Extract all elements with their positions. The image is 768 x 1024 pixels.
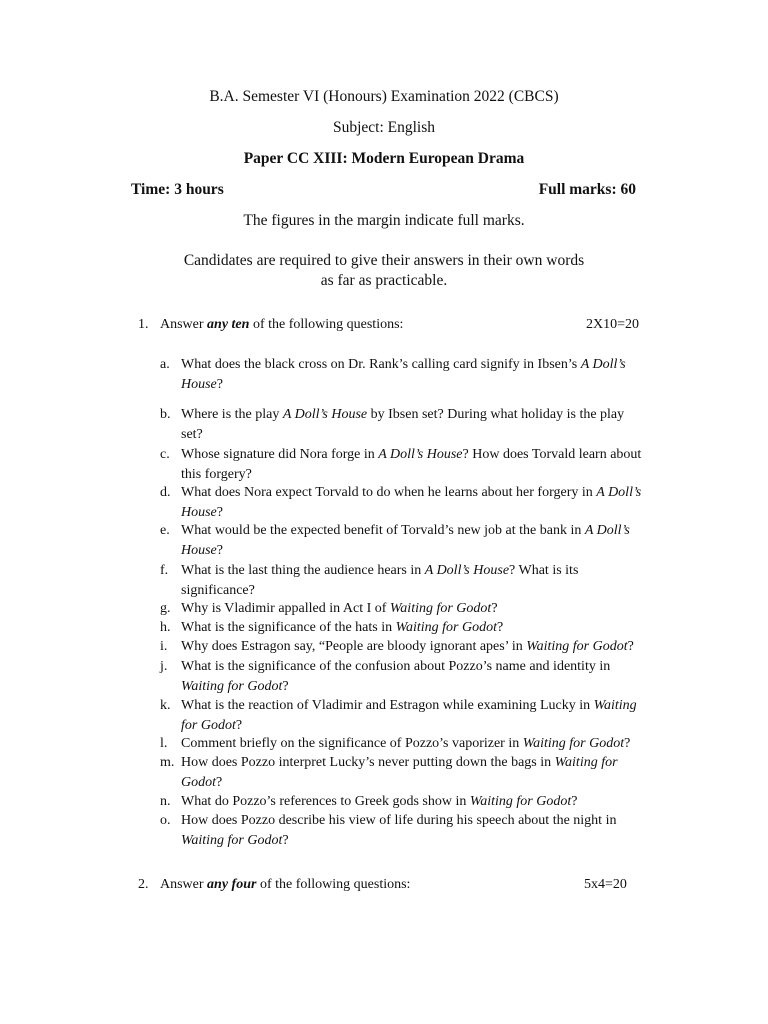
play-title: Waiting for Godot — [389, 601, 492, 616]
sub-question-letter: e. — [160, 523, 170, 538]
play-title: A Doll’s House — [181, 523, 630, 558]
question-text: What is the reaction of Vladimir and Estragon while examining Lucky in — [181, 698, 594, 713]
question-1 — [138, 317, 648, 337]
question-text: ? — [235, 717, 243, 733]
sub-question-letter: o. — [160, 813, 171, 828]
play-title: A Doll’s House — [378, 447, 463, 462]
sub-question-letter: d. — [160, 485, 171, 500]
sub-question-text — [181, 483, 647, 522]
question-text: ? — [282, 678, 289, 694]
question-text: ? What is its significance? — [181, 563, 579, 598]
question-text: What does the black cross on Dr. Rank’s calling card signify in Ibsen’s — [181, 357, 581, 372]
question-text: What do Pozzo’s references to Greek gods show in — [181, 794, 470, 809]
question-text: ? — [624, 736, 631, 751]
sub-question-letter: k. — [160, 698, 171, 713]
question-text: Why does Estragon say, “People are bloody ignorant apes’ in — [181, 639, 527, 654]
sub-question-letter: j. — [160, 659, 168, 674]
sub-question-letter: l. — [160, 736, 168, 751]
question-text: ? How does Torvald learn about this forgery? — [181, 447, 642, 482]
question-text: Comment briefly on the significance of Pozzo’s vaporizer in — [181, 736, 523, 751]
play-title: A Doll’s House — [282, 407, 368, 422]
play-title: Waiting for Godot — [522, 736, 625, 751]
sub-question-text — [181, 734, 647, 754]
question-text: ? — [216, 376, 223, 392]
question-text: ? — [216, 504, 223, 520]
sub-question-letter: h. — [160, 620, 171, 635]
sub-question-letter: a. — [160, 357, 170, 372]
play-title: A Doll’s House — [181, 485, 642, 520]
question-text: What is the significance of the confusion about Pozzo’s name and identity in — [181, 659, 611, 674]
subject-line: Subject: English — [332, 119, 436, 136]
question-number: 2. — [138, 877, 149, 892]
question-text: Whose signature did Nora forge in — [181, 447, 379, 462]
question-marks: 5x4=20 — [584, 877, 627, 892]
question-text: ? — [216, 774, 223, 790]
question-text: What would be the expected benefit of Torvald’s new job at the bank in — [181, 523, 585, 538]
play-title: Waiting for Godot — [181, 755, 618, 790]
sub-question-text — [181, 637, 647, 657]
question-text: ? — [627, 639, 634, 654]
play-title: Waiting for Godot — [395, 620, 497, 635]
sub-question-text — [181, 521, 647, 560]
question-instruction: Answer any ten of the following questions: — [160, 317, 404, 332]
sub-question-letter: f. — [160, 563, 169, 578]
full-marks-label: Full marks: 60 — [538, 181, 636, 198]
question-marks: 2X10=20 — [586, 317, 640, 332]
sub-question-text — [181, 811, 647, 850]
sub-question-letter: m. — [160, 755, 175, 770]
question-text: What does Nora expect Torvald to do when he learns about her forgery in — [181, 485, 597, 500]
question-text: by Ibsen set? During what holiday is the play set? — [181, 407, 625, 442]
play-title: Waiting for Godot — [469, 794, 572, 809]
question-text: How does Pozzo interpret Lucky’s never putting down the bags in — [181, 755, 555, 770]
play-title: Waiting for Godot — [181, 832, 283, 848]
question-text: ? — [571, 794, 578, 809]
sub-question-text — [181, 561, 647, 600]
instructions-line-2: as far as practicable. — [320, 272, 448, 289]
instructions — [0, 251, 768, 291]
play-title: A Doll’s House — [181, 357, 626, 392]
play-title: Waiting for Godot — [181, 698, 637, 733]
instructions-line-1: Candidates are required to give their answers in their own words — [183, 252, 585, 269]
exam-title: B.A. Semester VI (Honours) Examination 2022 (CBCS) — [209, 88, 559, 105]
time-label: Time: 3 hours — [131, 181, 224, 198]
question-text: What is the significance of the hats in — [181, 620, 396, 635]
sub-question-text — [181, 618, 647, 638]
question-text: What is the last thing the audience hears in — [181, 563, 425, 578]
sub-question-text — [181, 792, 647, 812]
sub-question-letter: i. — [160, 639, 168, 654]
sub-question-text — [181, 355, 647, 394]
question-text: ? — [491, 601, 498, 616]
play-title: Waiting for Godot — [181, 678, 283, 694]
sub-question-text — [181, 599, 647, 619]
question-text: Where is the play — [181, 407, 283, 422]
question-2 — [138, 877, 648, 897]
sub-question-text — [181, 405, 647, 444]
question-text: Why is Vladimir appalled in Act I of — [181, 601, 390, 616]
question-instruction: Answer any four of the following questions: — [160, 877, 411, 892]
sub-question-text — [181, 753, 647, 792]
sub-question-text — [181, 696, 647, 735]
paper-title: Paper CC XIII: Modern European Drama — [243, 150, 525, 167]
sub-question-text — [181, 657, 647, 696]
question-text: ? — [282, 832, 289, 848]
sub-question-letter: n. — [160, 794, 171, 809]
question-number: 1. — [138, 317, 149, 332]
margin-note: The figures in the margin indicate full marks. — [243, 212, 525, 229]
question-text: ? — [497, 620, 504, 635]
question-text: How does Pozzo describe his view of life during his speech about the night in — [181, 813, 617, 828]
question-text: ? — [216, 542, 223, 558]
sub-question-letter: g. — [160, 601, 171, 616]
sub-question-letter: b. — [160, 407, 171, 422]
sub-question-letter: c. — [160, 447, 170, 462]
play-title: A Doll’s House — [424, 563, 510, 578]
play-title: Waiting for Godot — [526, 639, 628, 654]
sub-question-text — [181, 445, 647, 484]
